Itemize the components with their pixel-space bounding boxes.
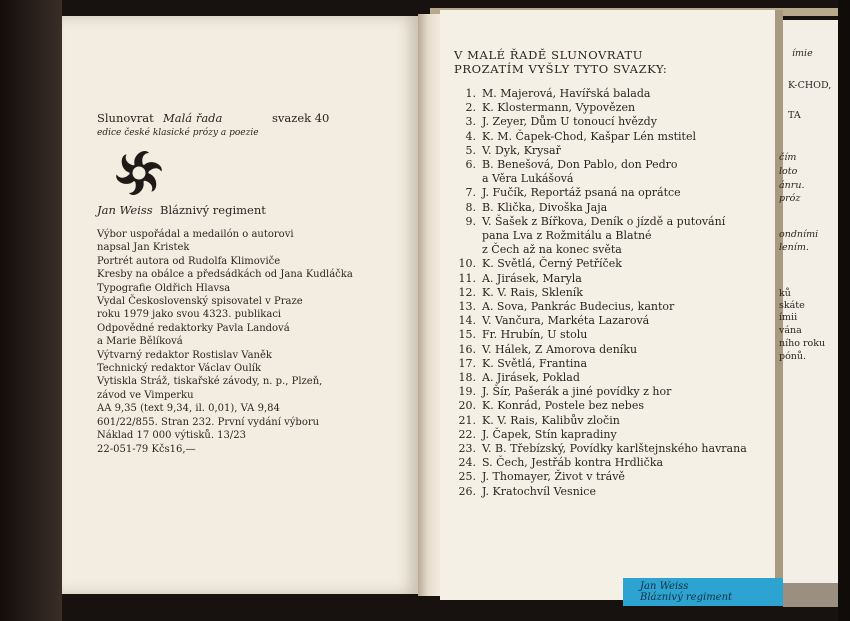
- list-item: [452, 385, 772, 399]
- list-item: [452, 87, 772, 101]
- colophon-line: Odpovědné redaktorky Pavla Landová: [97, 322, 290, 334]
- list-item-text: A. Jirásek, Maryla: [482, 271, 582, 285]
- list-item: [452, 328, 772, 342]
- list-item: [452, 399, 772, 413]
- list-item-number: 17.: [458, 356, 476, 370]
- list-item-number: 18.: [458, 371, 476, 385]
- colophon-line: a Marie Bělíková: [97, 336, 183, 348]
- series-name: Slunovrat: [97, 111, 154, 125]
- list-item-number: 19.: [458, 385, 476, 399]
- list-item: [452, 243, 772, 257]
- back-page-fragment: skáte: [779, 300, 805, 311]
- list-item-number: 5.: [465, 143, 476, 157]
- list-item-number: 12.: [458, 285, 476, 299]
- colophon-line: napsal Jan Kristek: [97, 242, 190, 254]
- list-item: [452, 414, 772, 428]
- colophon-line: Kresby na obálce a předsádkách od Jana Kudláčka: [97, 269, 353, 281]
- list-item-number: 7.: [465, 186, 476, 200]
- list-item: [452, 172, 772, 186]
- list-item-number: 8.: [465, 200, 476, 214]
- list-item-text: B. Klička, Divoška Jaja: [482, 200, 608, 214]
- list-item-text: M. Majerová, Havířská balada: [482, 87, 651, 100]
- list-item: [452, 257, 772, 271]
- list-item: [452, 158, 772, 172]
- back-page-fragment: TA: [788, 110, 801, 121]
- list-item-text: J. Šír, Pašerák a jiné povídky z hor: [482, 385, 672, 399]
- colophon-line: roku 1979 jako svou 4323. publikaci: [97, 309, 282, 321]
- cover-label-author: Jan Weiss: [640, 581, 689, 592]
- list-item-text: B. Benešová, Don Pablo, don Pedro: [482, 158, 678, 172]
- list-item-text: V. Dyk, Krysař: [482, 143, 561, 157]
- colophon-line: Náklad 17 000 výtisků. 13/23: [97, 430, 247, 442]
- list-item-number: 23.: [458, 442, 476, 456]
- book-cover-edge-left: [0, 0, 62, 621]
- list-item: [452, 130, 772, 144]
- back-page-fragment: ímii: [779, 312, 798, 323]
- list-item-text: V. Hálek, Z Amorova deníku: [482, 342, 638, 356]
- list-item-text: V. Vančura, Markéta Lazarová: [482, 314, 650, 328]
- back-page-fragment: K-CHOD,: [788, 80, 832, 91]
- colophon-line: Portrét autora od Rudolfa Klimoviče: [97, 255, 281, 267]
- list-heading-line2: PROZATÍM VYŠLY TYTO SVAZKY:: [454, 62, 668, 76]
- dark-edge-right: [838, 0, 850, 621]
- list-item: [452, 229, 772, 243]
- list-item: [452, 201, 772, 215]
- list-item-text: V. B. Třebízský, Povídky karlštejnského havrana: [482, 442, 747, 456]
- colophon-line: Technický redaktor Václav Oulík: [97, 363, 262, 375]
- list-item-text: K. Světlá, Frantina: [482, 356, 588, 370]
- list-item-number: 11.: [458, 271, 476, 285]
- list-item-text: a Věra Lukášová: [482, 172, 574, 186]
- list-item: [452, 115, 772, 129]
- back-page-fragment: ondními: [779, 229, 819, 240]
- volumes-list: [452, 87, 772, 499]
- series-description: edice české klasické prózy a poezie: [97, 128, 259, 138]
- back-page-fragment: čím: [779, 152, 797, 163]
- list-item-text: A. Jirásek, Poklad: [482, 371, 580, 385]
- list-item-number: 16.: [458, 342, 476, 356]
- colophon-line: Výbor uspořádal a medailón o autorovi: [97, 229, 294, 240]
- list-item-number: 25.: [458, 470, 476, 484]
- colophon-line: Vytiskla Stráž, tiskařské závody, n. p., Plzeň,: [97, 376, 323, 388]
- cover-label-title: Bláznivý regiment: [640, 592, 733, 603]
- list-item-number: 10.: [458, 257, 476, 271]
- list-item-text: V. Šašek z Bířkova, Deník o jízdě a putování: [482, 214, 726, 228]
- list-item: [452, 470, 772, 484]
- back-page-fragment: vána: [779, 325, 802, 336]
- list-item: [452, 343, 772, 357]
- list-item-number: 20.: [458, 399, 476, 413]
- list-item-text: Fr. Hrubín, U stolu: [482, 328, 588, 342]
- list-item: [452, 314, 772, 328]
- cover-label-text: [640, 581, 732, 603]
- colophon-line: závod ve Vimperku: [97, 389, 194, 401]
- list-item-number: 4.: [465, 129, 476, 143]
- book-title: Bláznivý regiment: [160, 203, 266, 217]
- back-page-fragment: próz: [779, 193, 801, 204]
- list-item-text: S. Čech, Jestřáb kontra Hrdlička: [482, 456, 664, 470]
- list-item: [452, 428, 772, 442]
- series-subtitle: Malá řada: [163, 111, 223, 125]
- list-item-text: J. Fučík, Reportáž psaná na oprátce: [482, 186, 681, 200]
- list-item-number: 15.: [458, 328, 476, 342]
- list-item-number: 1.: [465, 87, 476, 100]
- list-item: [452, 272, 772, 286]
- list-item-number: 22.: [458, 427, 476, 441]
- list-item-text: K. V. Rais, Skleník: [482, 285, 583, 299]
- list-item: [452, 101, 772, 115]
- list-item: [452, 144, 772, 158]
- list-item-number: 6.: [465, 158, 476, 172]
- back-page-fragment: ků: [779, 288, 791, 299]
- list-item-text: A. Sova, Pankrác Budecius, kantor: [482, 300, 675, 314]
- list-item-text: J. Thomayer, Život v trávě: [482, 470, 625, 484]
- list-item: [452, 286, 772, 300]
- back-page-fragment: loto: [779, 166, 798, 177]
- list-item-text: J. Kratochvíl Vesnice: [482, 484, 596, 498]
- list-item-number: 26.: [458, 484, 476, 498]
- colophon-line: Vydal Československý spisovatel v Praze: [97, 296, 303, 308]
- list-item-text: K. Světlá, Černý Petříček: [482, 257, 622, 271]
- list-item-number: 2.: [465, 101, 476, 115]
- list-item: [452, 357, 772, 371]
- colophon-line: AA 9,35 (text 9,34, il. 0,01), VA 9,84: [97, 403, 280, 415]
- list-item-text: K. Konrád, Postele bez nebes: [482, 399, 645, 413]
- book-gutter: [418, 14, 440, 596]
- back-page-fragment: pónů.: [779, 351, 807, 362]
- list-item-number: 3.: [465, 115, 476, 129]
- list-item-number: 21.: [458, 413, 476, 427]
- colophon-line: 601/22/855. Stran 232. První vydání výboru: [97, 416, 320, 428]
- list-item-text: K. Klostermann, Vypovězen: [482, 101, 636, 115]
- volume-number: svazek 40: [272, 111, 330, 125]
- list-item: [452, 442, 772, 456]
- cover-corner: [783, 583, 838, 607]
- list-item-text: K. V. Rais, Kalibův zločin: [482, 413, 620, 427]
- list-item-number: 9.: [465, 214, 476, 228]
- publisher-logo-icon: [112, 146, 166, 200]
- back-page-fragment: ánru.: [779, 180, 805, 191]
- colophon-line: 22-051-79 Kčs16,—: [97, 443, 196, 455]
- list-item-number: 24.: [458, 456, 476, 470]
- list-item: [452, 371, 772, 385]
- list-item-text: z Čech až na konec světa: [482, 243, 622, 257]
- list-item-number: 14.: [458, 314, 476, 328]
- list-item: [452, 456, 772, 470]
- book-author: Jan Weiss: [97, 203, 153, 217]
- list-item-text: pana Lva z Rožmitálu a Blatné: [482, 229, 652, 243]
- back-page-fragment: ímie: [792, 48, 813, 59]
- back-page-fragment: ního roku: [779, 338, 826, 349]
- list-item-text: K. M. Čapek-Chod, Kašpar Lén mstitel: [482, 129, 696, 143]
- list-heading-line1: V MALÉ ŘADĚ SLUNOVRATU: [454, 48, 644, 62]
- list-item: [452, 186, 772, 200]
- colophon-line: Výtvarný redaktor Rostislav Vaněk: [97, 349, 272, 361]
- back-page-fragment: lením.: [779, 242, 809, 253]
- list-item: [452, 215, 772, 229]
- list-item-text: J. Čapek, Stín kapradiny: [482, 427, 617, 441]
- list-item: [452, 485, 772, 499]
- list-item: [452, 300, 772, 314]
- colophon-line: Typografie Oldřich Hlavsa: [97, 282, 231, 294]
- list-item-text: J. Zeyer, Dům U tonoucí hvězdy: [482, 115, 657, 129]
- list-item-number: 13.: [458, 300, 476, 314]
- colophon: [97, 228, 353, 456]
